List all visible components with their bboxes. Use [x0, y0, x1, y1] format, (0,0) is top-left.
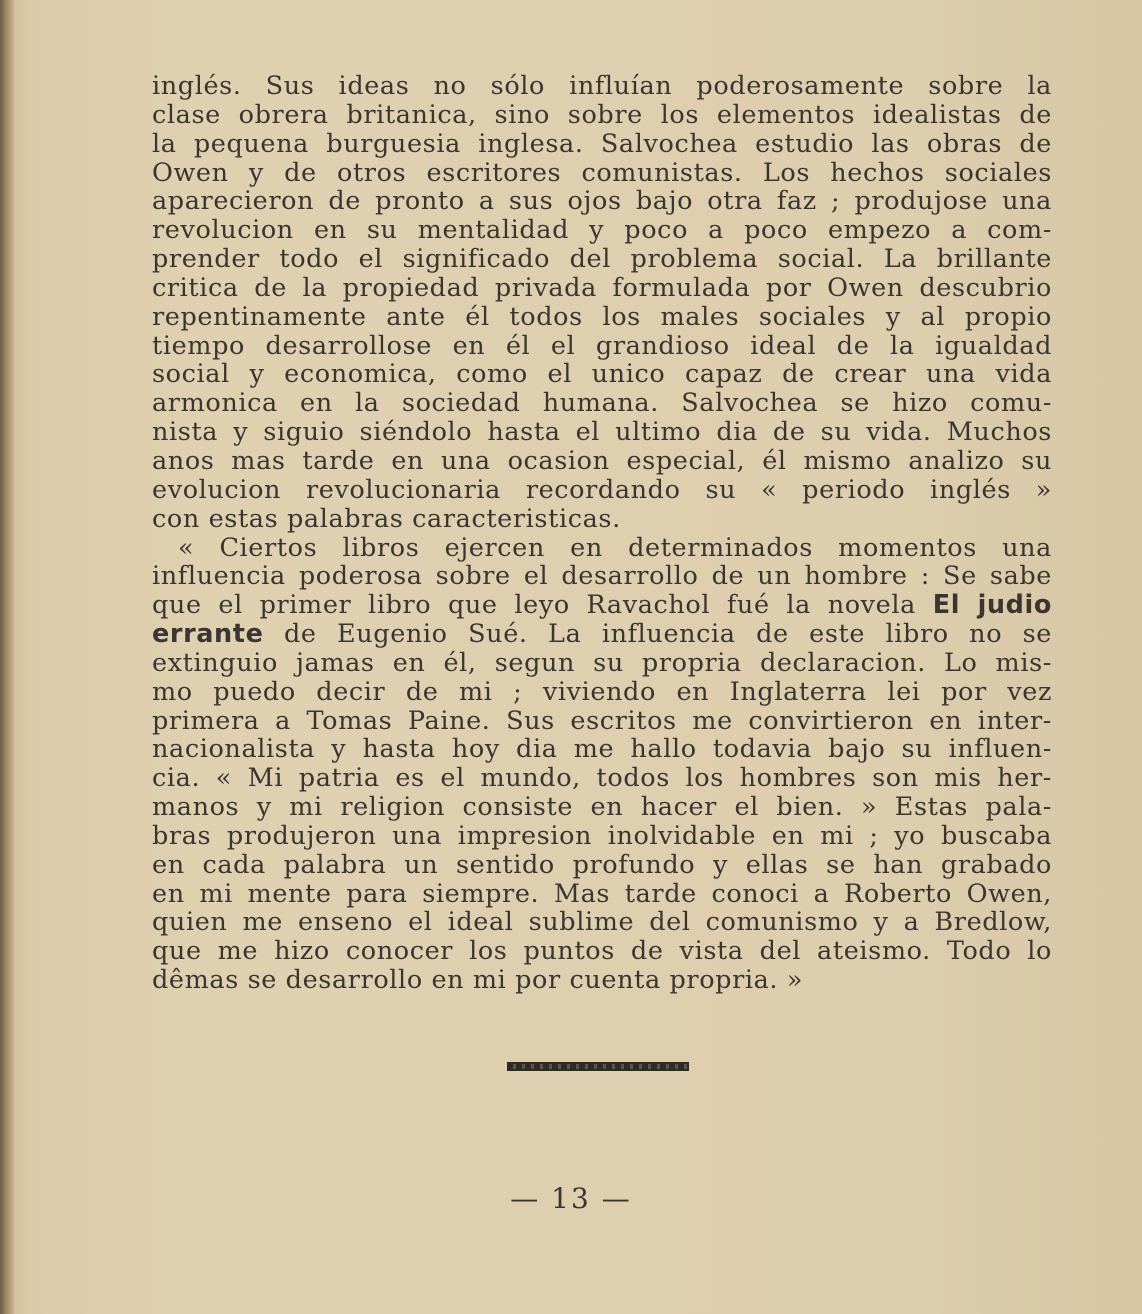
text-line: mo puedo decir de mi ; viviendo en Inglaterra lei por vez: [152, 677, 1052, 707]
text-line: dêmas se desarrollo en mi por cuenta propria. »: [152, 966, 804, 995]
text-line: con estas palabras caracteristicas.: [152, 504, 621, 534]
text-line: cia. « Mi patria es el mundo, todos los hombres son mis her-: [152, 764, 1052, 794]
text-line-with-title: [152, 620, 1052, 649]
text-line: nista y siguio siéndolo hasta el ultimo dia de su vida. Muchos: [152, 418, 1052, 447]
text-line: armonica en la sociedad humana. Salvochea se hizo comu-: [152, 389, 1052, 419]
text-line: social y economica, como el unico capaz de crear una vida: [152, 360, 1052, 390]
text-line: revolucion en su mentalidad y poco a poco empezo a com-: [152, 216, 1052, 246]
text-line: nacionalista y hasta hoy dia me hallo todavia bajo su influen-: [152, 735, 1052, 765]
body-text: [152, 72, 1052, 995]
text-line: influencia poderosa sobre el desarrollo de un hombre : Se sabe: [152, 562, 1052, 592]
text-line: critica de la propiedad privada formulada por Owen descubrio: [152, 273, 1052, 303]
book-title-bold: El judio: [932, 591, 1052, 621]
section-ornament: [507, 1062, 689, 1071]
text-line: anos mas tarde en una ocasion especial, él mismo analizo su: [152, 446, 1052, 476]
text-line: manos y mi religion consiste en hacer el bien. » Estas pala-: [152, 793, 1052, 822]
text-line: Owen y de otros escritores comunistas. Los hechos sociales: [152, 158, 1052, 188]
text-line: la pequena burguesia inglesa. Salvochea estudio las obras de: [152, 129, 1052, 159]
book-spine: [0, 0, 14, 1314]
text-segment: de Eugenio Sué. La influencia de este libro no se: [283, 620, 1052, 649]
text-segment: que el primer libro que leyo Ravachol fué la novela: [152, 591, 916, 621]
text-line: quien me enseno el ideal sublime del comunismo y a Bredlow,: [152, 908, 1052, 938]
text-line: aparecieron de pronto a sus ojos bajo otra faz ; produjose una: [152, 187, 1052, 217]
text-line: clase obrera britanica, sino sobre los elementos idealistas de: [152, 100, 1052, 130]
text-line: extinguio jamas en él, segun su propria declaracion. Lo mis-: [152, 648, 1052, 678]
text-line: en mi mente para siempre. Mas tarde conoci a Roberto Owen,: [152, 879, 1052, 909]
book-title-bold: errante: [152, 620, 264, 649]
text-line: tiempo desarrollose en él el grandioso ideal de la igualdad: [152, 331, 1052, 361]
text-line: en cada palabra un sentido profundo y ellas se han grabado: [152, 850, 1052, 880]
text-line: bras produjeron una impresion inolvidable en mi ; yo buscaba: [152, 821, 1052, 851]
text-line: primera a Tomas Paine. Sus escritos me convirtieron en inter-: [152, 706, 1052, 736]
text-line-with-title: [152, 591, 1052, 620]
text-line: prender todo el significado del problema social. La brillante: [152, 245, 1052, 274]
text-line: que me hizo conocer los puntos de vista del ateismo. Todo lo: [152, 937, 1052, 967]
text-line: evolucion revolucionaria recordando su « periodo inglés »: [152, 475, 1052, 505]
text-line: inglés. Sus ideas no sólo influían poderosamente sobre la: [152, 72, 1052, 101]
text-line: « Ciertos libros ejercen en determinados momentos una: [178, 533, 1052, 563]
text-line: repentinamente ante él todos los males sociales y al propio: [152, 302, 1052, 332]
page-number: — 13 —: [510, 1182, 632, 1215]
